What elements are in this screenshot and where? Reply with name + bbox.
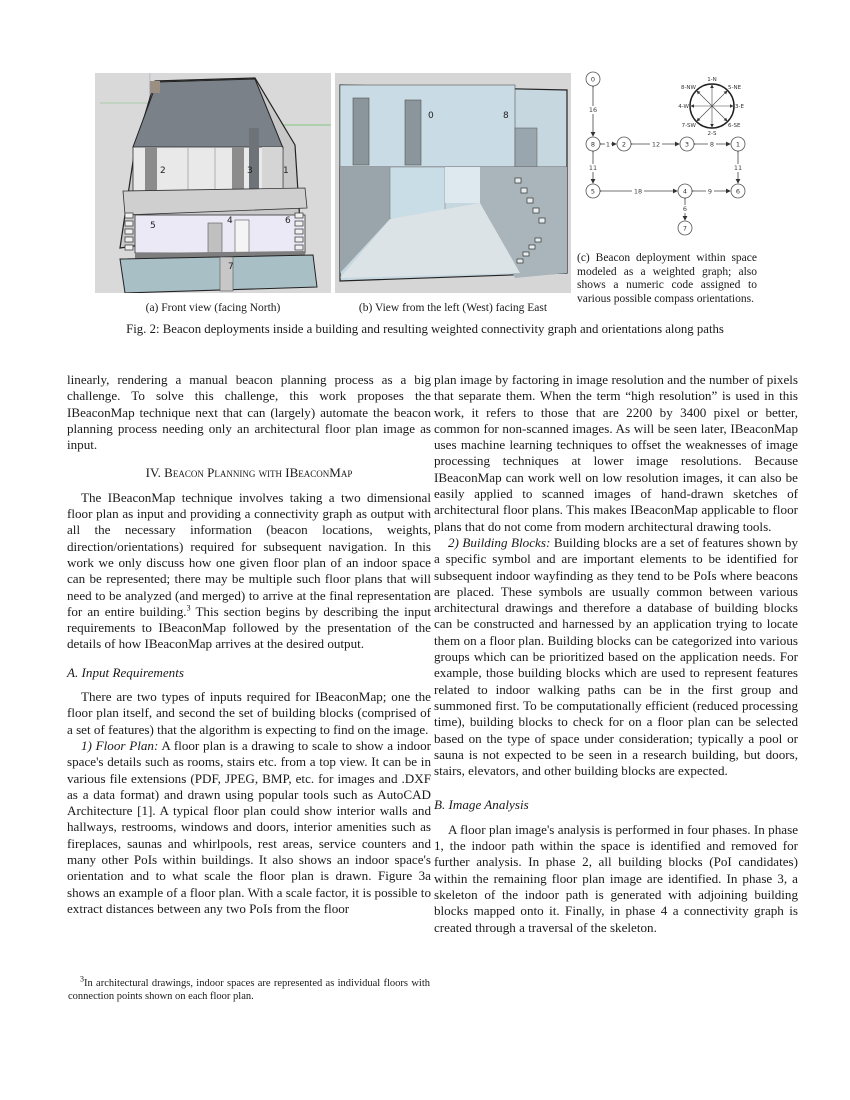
figure-caption: Fig. 2: Beacon deployments inside a building and resulting weighted connectivity graph and orientations along paths — [126, 322, 724, 336]
compass-label-nw: 8-NW — [680, 85, 696, 91]
svg-text:5: 5 — [590, 187, 596, 196]
compass-label-s: 2-S — [707, 131, 717, 137]
paragraph — [67, 490, 431, 653]
subcaption-a: (a) Front view (facing North) — [145, 302, 281, 314]
graph-node-0 — [586, 72, 600, 86]
edge-weight: 11 — [733, 164, 743, 172]
graph-node-6 — [731, 184, 745, 198]
paragraph-text: Building blocks are a set of features shown by a specific symbol and are important elements to be identified for subsequent indoor wayfinding as they tend to be PoIs where beacons are placed. These symbols are usually common between various architectural drawings and therefore a database of building blocks can be constructed and harnessed by an application trying to locate them on a floor plan. Building blocks can be categorized into various groups which can be prioritized based on the application needs. For example, those building blocks which are used to represent features related to indoor walking paths can be in the first group and summoned first. To be computationally efficient (reduced processing time), building blocks to check for on a floor plan can be selected based on the type of space under consideration; typically a pool or sauna is not expected to be seen in a research building, but doors, stairs, elevators, and other building blocks are expected. — [434, 534, 798, 779]
figure-panel-a-front-view — [95, 73, 331, 293]
room-label: 0 — [428, 111, 434, 121]
subcaption-b: (b) View from the left (West) facing East — [358, 302, 548, 314]
paragraph: A floor plan image's analysis is performed in four phases. In phase 1, the indoor path within the space is identified and removed for further analysis. In phase 2, all building blocks (PoI candidates) within the remaining floor plan image are identified. In phase 3, a skeleton of the indoor path is generated with adjoining building blocks mapped onto it. Finally, in phase 4 a connectivity graph is created through a traversal of the skeleton. — [434, 821, 798, 935]
right-column — [434, 372, 798, 936]
room-label: 5 — [150, 221, 156, 231]
section-heading — [67, 465, 431, 481]
building-render-front-icon — [95, 73, 331, 293]
compass-label-se: 6-SE — [728, 123, 741, 129]
paragraph-text: This section begins by describing the input requirements to IBeaconMap followed by the presentation of the details of how IBeaconMap arrives at the desired output. — [67, 603, 431, 652]
graph-node-5 — [586, 184, 600, 198]
figure-panel-b-side-view — [335, 73, 571, 293]
subcaption-c: (c) Beacon deployment within space modeled as a weighted graph; also shows a numeric code assigned to various possible compass orientations. — [577, 252, 757, 305]
svg-text:8: 8 — [590, 140, 596, 149]
paragraph: plan image by factoring in image resolution and the number of pixels that separate them. When the term “high resolution” is used in this work, it refers to those that are 2200 by 3400 pixel or better, common for non-scanned images. As will be seen later, IBeaconMap uses machine learning techniques to offset the weaknesses of image processing techniques at lower image resolutions. Because IBeaconMap can work well on low resolution images, it can also be easily applied to scanned images of hand-drawn sketches of architectural floor plans. This makes IBeaconMap applicable to floor plans that do not come from modern architectural drawing tools. — [434, 372, 798, 534]
weighted-graph-diagram — [578, 70, 763, 245]
svg-text:7: 7 — [682, 224, 688, 233]
paragraph — [67, 738, 431, 917]
paragraph-text: A floor plan is a drawing to scale to show a indoor space's details such as rooms, stairs etc. from a top view. It can be in various file extensions (PDF, JPEG, BMP, etc. for images and .DXF as a data format) and drawn using popular tools such as AutoCAD Architecture [1]. A typical floor plan could show interior walls and hallways, restrooms, windows and doors, interior amenities such as fireplaces, saunas and whirlpools, rest areas, service counters and many other PoIs within buildings. It also shows an indoor space's orientation and to what scale the floor plan is drawn. Figure 3a shows an example of a floor plan. With a scale factor, it is possible to extract distances between any two PoIs from the floor — [67, 737, 431, 916]
paragraph: linearly, rendering a manual beacon planning process as a big challenge. To solve this challenge, this work proposes the IBeaconMap technique next that can (largely) automate the beacon planning process needing only an architectural floor plan image as input. — [67, 372, 431, 453]
subsection-heading-a: A. Input Requirements — [67, 664, 184, 680]
room-label: 6 — [285, 216, 291, 226]
footnote-text: In architectural drawings, indoor spaces are represented as individual floors with connection points shown on each floor plan. — [68, 978, 430, 1002]
edge-weight: 8 — [709, 140, 715, 149]
room-label: 2 — [160, 166, 166, 176]
edge-weight: 1 — [605, 140, 611, 149]
footnote-ref[interactable]: 3 — [186, 603, 191, 613]
compass-label-sw: 7-SW — [681, 123, 696, 129]
svg-text:0: 0 — [590, 75, 596, 84]
room-label: 7 — [228, 262, 234, 272]
footnote — [68, 974, 430, 1003]
edge-weight: 18 — [633, 187, 643, 196]
edge-weight: 16 — [588, 106, 598, 114]
graph-node-2 — [617, 137, 631, 151]
room-label: 3 — [247, 166, 253, 176]
compass-label-e: 3-E — [735, 104, 744, 110]
room-label: 1 — [283, 166, 289, 176]
section-title: Beacon Planning with IBeaconMap — [164, 465, 353, 481]
paragraph: There are two types of inputs required for IBeaconMap; one the floor plan itself, and second the set of building blocks (comprised of a set of features) that the algorithm is expecting to find on the image. — [67, 689, 431, 737]
paragraph-head: 1) Floor Plan: — [81, 737, 159, 753]
paragraph-text: The IBeaconMap technique involves taking a two dimensional floor plan as input and providing a connectivity graph as output with all the necessary information (beacon locations, weights, direction/orientations) required for subsequent navigation. In this work we only discuss how one given floor plan of an indoor space can be represented; there may be multiple such floor plans that will need to be analyzed (and merged) to arrive at the final representation for an entire building. — [67, 489, 431, 619]
figure-panel-c-graph — [578, 70, 763, 245]
edge-weight: 12 — [651, 140, 661, 149]
graph-node-1 — [731, 137, 745, 151]
compass-label-n: 1-N — [707, 77, 717, 83]
compass-rose-icon — [678, 77, 744, 137]
room-label: 4 — [227, 216, 233, 226]
graph-node-8 — [586, 137, 600, 151]
paragraph-head: 2) Building Blocks: — [448, 534, 551, 550]
subsection-heading-b: B. Image Analysis — [434, 797, 529, 813]
section-number: IV. — [145, 465, 161, 481]
edge-weight: 6 — [682, 205, 688, 213]
graph-node-7 — [678, 221, 692, 235]
edge-weight: 9 — [707, 187, 713, 196]
svg-text:1: 1 — [735, 140, 741, 149]
svg-text:4: 4 — [682, 187, 688, 196]
building-render-side-icon — [335, 73, 571, 293]
compass-label-ne: 5-NE — [728, 85, 742, 91]
graph-node-4 — [678, 184, 692, 198]
footnote-mark: 3 — [80, 974, 84, 984]
svg-text:2: 2 — [621, 140, 627, 149]
graph-node-3 — [680, 137, 694, 151]
left-column — [67, 372, 431, 917]
svg-text:6: 6 — [735, 187, 741, 196]
svg-text:3: 3 — [684, 140, 690, 149]
compass-label-w: 4-W — [678, 104, 689, 110]
edge-weight: 11 — [588, 164, 598, 172]
paragraph — [434, 535, 798, 779]
room-label: 8 — [503, 111, 509, 121]
